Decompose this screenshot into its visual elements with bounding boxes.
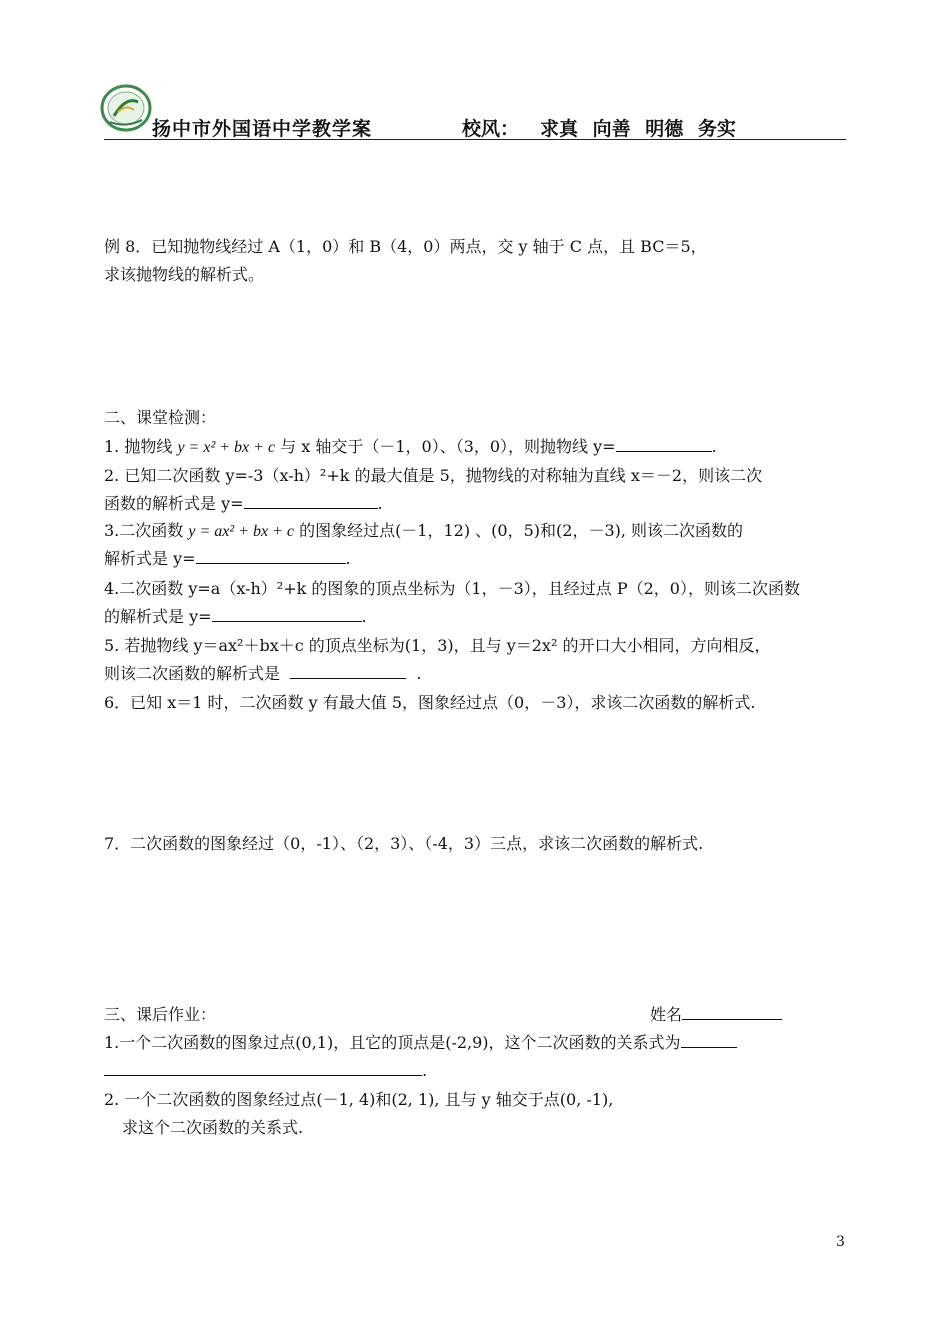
name-input-blank[interactable] xyxy=(682,1005,782,1020)
q3-text: 解析式是 y= xyxy=(104,549,196,568)
q4-text: 的解析式是 y= xyxy=(104,607,212,626)
hw-q1-answer-blank-a[interactable] xyxy=(681,1033,737,1048)
q1-end: . xyxy=(711,437,717,456)
section3-title: 三、课后作业： xyxy=(104,1005,217,1024)
hw-question-1-line1 xyxy=(104,1033,737,1053)
q4-answer-blank[interactable] xyxy=(212,607,362,622)
school-name: 扬中市外国语中学教学案 xyxy=(152,118,373,140)
q1-answer-blank[interactable] xyxy=(616,437,712,452)
question-4-line1: 4.二次函数 y=a（x-h）²+k 的图象的顶点坐标为（1，－3），且经过点 P（2，0），则该二次函数 xyxy=(104,579,800,598)
question-5-line1: 5. 若抛物线 y＝ax²＋bx＋c 的顶点坐标为(1，3)，且与 y＝2x² 的开口大小相同，方向相反， xyxy=(104,636,771,655)
q3-text-b: 的图象经过点(－1，12) 、(0，5)和(2，－3), 则该二次函数的 xyxy=(299,521,744,540)
example8-line1: 例 8．已知抛物线经过 A（1，0）和 B（4，0）两点，交 y 轴于 C 点，且 BC＝5， xyxy=(104,237,707,256)
question-7: 7．二次函数的图象经过（0，-1）、（2，3）、（-4，3）三点，求该二次函数的解析式. xyxy=(104,834,704,853)
question-5-line2 xyxy=(104,664,421,684)
section2-title: 二、课堂检测： xyxy=(104,408,217,427)
question-6: 6．已知 x＝1 时，二次函数 y 有最大值 5，图象经过点（0，－3），求该二次函数的解析式. xyxy=(104,693,756,712)
motto-label: 校风： xyxy=(462,118,520,140)
question-3-line2 xyxy=(104,549,351,569)
hw-question-1-line2 xyxy=(104,1061,427,1081)
q5-end: . xyxy=(416,664,422,683)
school-motto: 求真 向善 明德 务实 xyxy=(540,118,736,140)
question-2-line1: 2. 已知二次函数 y=-3（x-h）²+k 的最大值是 5，抛物线的对称轴为直线 x＝－2，则该二次 xyxy=(104,466,763,485)
student-name-field xyxy=(650,1005,782,1025)
q3-answer-blank[interactable] xyxy=(196,549,346,564)
header-rule xyxy=(104,139,846,140)
q4-end: . xyxy=(361,607,367,626)
q1-formula: y = x² + bx + c xyxy=(177,439,276,456)
page-number: 3 xyxy=(836,1234,845,1250)
q3-text-a: 3.二次函数 xyxy=(104,521,184,540)
q5-text: 则该二次函数的解析式是 xyxy=(104,664,281,683)
hw-q1-text: 1.一个二次函数的图象过点(0,1)，且它的顶点是(-2,9)，这个二次函数的关系式为 xyxy=(104,1033,681,1052)
question-1 xyxy=(104,437,717,458)
q1-text-a: 1. 抛物线 xyxy=(104,437,173,456)
name-label: 姓名 xyxy=(650,1005,683,1024)
q2-text: 函数的解析式是 y= xyxy=(104,494,244,513)
q3-formula: y = ax² + bx + c xyxy=(188,523,294,540)
question-4-line2 xyxy=(104,607,367,627)
hw-q1-answer-blank-b[interactable] xyxy=(104,1061,422,1076)
hw-q1-end: . xyxy=(422,1061,428,1080)
question-3-line1 xyxy=(104,521,743,542)
hw-question-2-line2: 求这个二次函数的关系式. xyxy=(122,1118,304,1137)
question-2-line2 xyxy=(104,494,383,514)
hw-question-2-line1: 2. 一个二次函数的图象经过点(－1, 4)和(2, 1), 且与 y 轴交于点(0, -1), xyxy=(104,1090,614,1109)
q5-answer-blank[interactable] xyxy=(290,664,406,679)
q1-text-b: 与 x 轴交于（－1，0）、（3，0），则抛物线 y= xyxy=(280,437,616,456)
q2-answer-blank[interactable] xyxy=(244,494,378,509)
q3-end: . xyxy=(345,549,351,568)
school-logo xyxy=(100,82,152,134)
example8-line2: 求该抛物线的解析式。 xyxy=(104,265,265,284)
q2-end: . xyxy=(377,494,383,513)
